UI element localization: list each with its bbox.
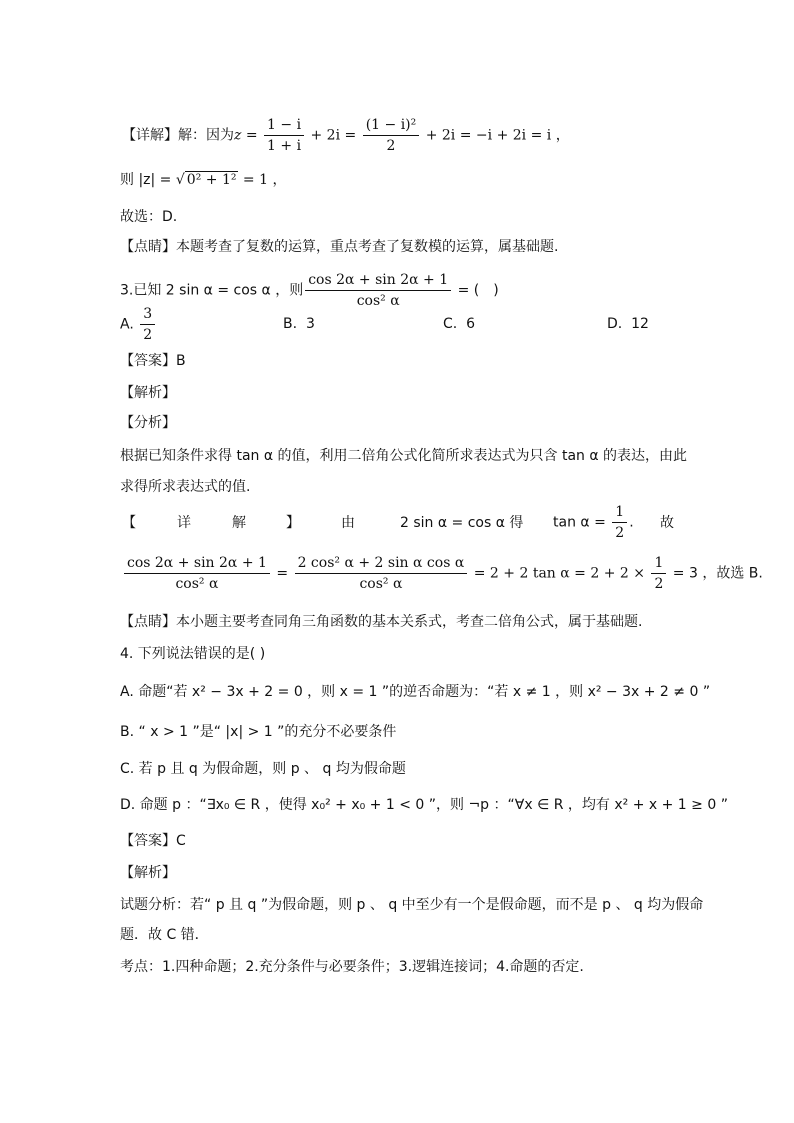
choice-line: 故选：D. bbox=[120, 209, 178, 225]
detail-you: 由 bbox=[341, 515, 355, 531]
option-d: D. 命题 p ：“∃x₀ ∈ R ，使得 x₀² + x₀ + 1 < 0 ”，则 ¬p ：“∀x ∈ R ，均有 x² + x + 1 ≥ 0 ” bbox=[120, 797, 728, 813]
option-a: A. 命题“若 x² − 3x + 2 = 0 ，则 x = 1 ”的逆否命题为：“若 x ≠ 1 ，则 x² − 3x + 2 ≠ 0 ” bbox=[120, 684, 711, 700]
explanation-2: 题．故 C 错． bbox=[120, 927, 209, 943]
fraction: $\frac{1}{2}$ bbox=[612, 503, 627, 542]
option-d: D. 12 bbox=[607, 316, 649, 332]
detail-char: 】 bbox=[286, 515, 300, 531]
analysis-heading: 【解析】 bbox=[120, 865, 176, 881]
fraction: $\frac{1}{2}$ bbox=[651, 554, 666, 593]
analysis-heading: 【解析】 bbox=[120, 385, 176, 401]
comment-line: 【点睛】本小题主要考查同角三角函数的基本关系式，考查二倍角公式，属于基础题. bbox=[120, 614, 643, 630]
option-b: B. 3 bbox=[283, 316, 315, 332]
modulus-line: 则 |z| = √ 0² + 1² = 1 ， bbox=[120, 172, 287, 188]
question-4-stem: 4. 下列说法错误的是( ) bbox=[120, 646, 266, 662]
equation-line: $\frac{\cos 2\alpha + \sin 2\alpha + 1}{\text{cos² α}}$ = $\frac{\text{2 cos² α + 2 sin α cos α}}{\text{cos² α}}$ = 2 + 2 tan α = 2 + 2 × $\frac{1}{2}$ = 3 ，故选 B. bbox=[122, 554, 763, 593]
kaodian-line: 考点：1.四种命题；2.充分条件与必要条件；3.逻辑连接词；4.命题的否定. bbox=[120, 959, 584, 975]
detail-char: 详 bbox=[177, 515, 191, 531]
question-3-stem: 3.已知 2 sin α = cos α ，则 $\frac{\cos 2\alpha + \sin 2\alpha + 1}{\text{cos² α}}$ = ( ) bbox=[120, 272, 499, 309]
tan-value: tan α = $\frac{1}{2}$ . bbox=[553, 504, 634, 541]
detail-label-spaced: 【 bbox=[122, 515, 136, 531]
fenxi-heading: 【分析】 bbox=[120, 415, 176, 431]
fraction: $\frac{\cos 2\alpha + \sin 2\alpha + 1}{\text{cos² α}}$ bbox=[124, 554, 270, 593]
fraction: $\frac{3}{2}$ bbox=[140, 305, 155, 344]
detail-char: 解 bbox=[232, 515, 246, 531]
fraction: $\frac{\text{2 cos² α + 2 sin α cos α}}{\text{cos² α}}$ bbox=[295, 554, 468, 593]
fraction: $\frac{1 - i}{1 + i}$ bbox=[264, 116, 304, 155]
fenxi-text-1: 根据已知条件求得 tan α 的值，利用二倍角公式化简所求表达式为只含 tan α 的表达，由此 bbox=[120, 448, 688, 464]
answer-line: 【答案】C bbox=[120, 833, 186, 849]
comment-line: 【点睛】本题考查了复数的运算，重点考查了复数模的运算，属基础题. bbox=[120, 239, 559, 255]
option-c: C. 若 p 且 q 为假命题，则 p 、 q 均为假命题 bbox=[120, 761, 406, 777]
option-c: C. 6 bbox=[443, 316, 476, 332]
fraction: $\frac{\text{(1 − i)²}}{2}$ bbox=[363, 116, 420, 155]
detail-gu: 故 bbox=[660, 515, 674, 531]
option-b: B. “ x > 1 ”是“ |x| > 1 ”的充分不必要条件 bbox=[120, 724, 397, 740]
detail-label: 【详解】 bbox=[122, 127, 178, 144]
explanation-1: 试题分析：若“ p 且 q ”为假命题，则 p 、 q 中至少有一个是假命题，而不是 p 、 q 均为假命 bbox=[120, 897, 704, 913]
detail-line: 【详解】解：因为z = $\frac{1 - i}{1 + i}$ + 2i = $\frac{\text{(1 − i)²}}{2}$ + 2i = −i + 2i = i ， bbox=[122, 117, 570, 154]
answer-line: 【答案】B bbox=[120, 353, 186, 369]
option-a: A. $\frac{3}{2}$ bbox=[120, 305, 157, 344]
detail-given: 2 sin α = cos α 得 bbox=[400, 515, 524, 531]
fenxi-text-2: 求得所求表达式的值. bbox=[120, 479, 251, 495]
fraction: $\frac{\cos 2\alpha + \sin 2\alpha + 1}{\text{cos² α}}$ bbox=[305, 271, 451, 310]
